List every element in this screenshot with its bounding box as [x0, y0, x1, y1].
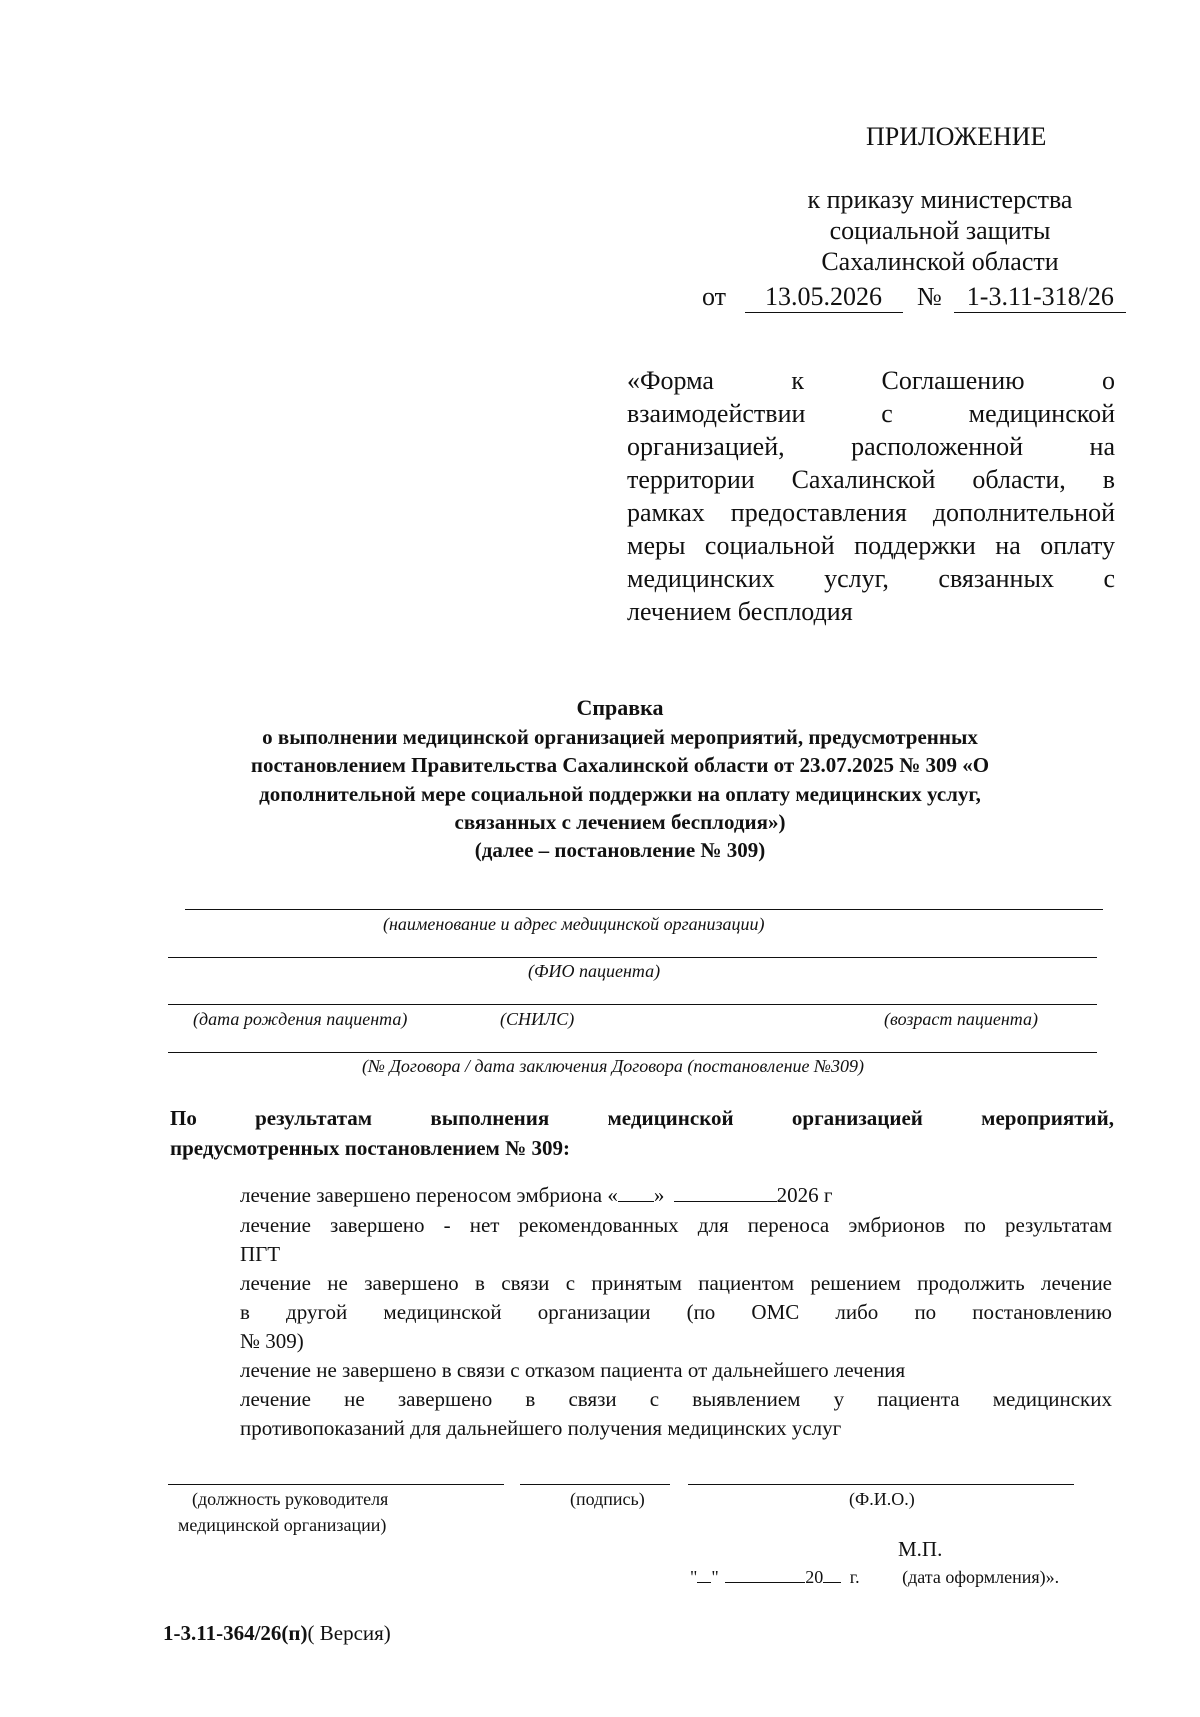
- position-signature-line[interactable]: [168, 1484, 504, 1485]
- results-heading-line: По результатам выполнения медицинской организацией мероприятий,: [170, 1106, 1114, 1130]
- form-note-line: рамках предоставления дополнительной: [627, 498, 1115, 527]
- patient-details-field-line[interactable]: [168, 1004, 1097, 1005]
- order-date: 13.05.2026: [745, 282, 903, 313]
- certificate-subtitle-line: о выполнении медицинской организацией мероприятий, предусмотренных: [262, 725, 978, 749]
- form-note: [627, 364, 1115, 628]
- form-note-line: территории Сахалинской области, в: [627, 465, 1115, 494]
- signature-line[interactable]: [520, 1484, 670, 1485]
- form-note-line: меры социальной поддержки на оплату: [627, 531, 1115, 560]
- birth-date-caption: (дата рождения пациента): [193, 1009, 408, 1029]
- option-embryo-transfer: лечение завершено переносом эмбриона « » 2026 г: [240, 1183, 833, 1207]
- option-other-organization: лечение не завершено в связи с принятым пациентом решением продолжить лечение в другой медицинской организации (по ОМС либо по постановлению № 309): [240, 1271, 1112, 1353]
- option-no-embryos: лечение завершено - нет рекомендованных для переноса эмбрионов по результатам ПГТ: [240, 1213, 1112, 1266]
- results-heading-line: предусмотренных постановлением № 309:: [170, 1136, 570, 1160]
- order-line-3: Сахалинской области: [821, 247, 1059, 276]
- certificate-subtitle-line: (далее – постановление № 309): [474, 838, 766, 862]
- form-note-line: медицинских услуг, связанных с: [627, 564, 1115, 593]
- number-label: №: [917, 282, 942, 311]
- snils-caption: (СНИЛС): [500, 1009, 575, 1029]
- stamp-placeholder: М.П.: [898, 1537, 943, 1561]
- position-caption: (должность руководителя медицинской организации): [178, 1489, 389, 1535]
- option-contraindications: лечение не завершено в связи с выявлением у пациента медицинских противопоказаний для дальнейшего получения медицинских услуг: [240, 1387, 1112, 1440]
- form-note-line: взаимодействии с медицинской: [627, 399, 1115, 428]
- order-reference: [760, 184, 1120, 277]
- patient-name-field-line[interactable]: [168, 957, 1097, 958]
- issue-month-blank[interactable]: [725, 1566, 805, 1583]
- patient-name-caption: (ФИО пациента): [528, 961, 661, 981]
- certificate-subtitle-line: связанных с лечением бесплодия»): [454, 810, 786, 834]
- appendix-title: ПРИЛОЖЕНИЕ: [866, 122, 1047, 151]
- document-number: 1-3.11-364/26(п): [163, 1621, 308, 1645]
- age-caption: (возраст пациента): [884, 1009, 1038, 1029]
- issue-day-blank[interactable]: [697, 1566, 711, 1583]
- full-name-caption: (Ф.И.О.): [849, 1489, 915, 1509]
- form-note-line: «Форма к Соглашению о: [627, 366, 1115, 395]
- option-patient-refusal: лечение не завершено в связи с отказом пациента от дальнейшего лечения: [240, 1358, 906, 1382]
- organization-caption: (наименование и адрес медицинской организации): [383, 914, 765, 934]
- form-note-line: организацией, расположенной на: [627, 432, 1115, 461]
- order-line-1: к приказу министерства: [807, 185, 1073, 214]
- order-number: 1-3.11-318/26: [954, 282, 1126, 313]
- issue-date-row: " " 20 г. (дата оформления)».: [690, 1567, 1060, 1587]
- organization-field-line[interactable]: [185, 909, 1103, 910]
- full-name-line[interactable]: [688, 1484, 1074, 1485]
- document-version-label: ( Версия): [307, 1621, 391, 1645]
- form-note-line: лечением бесплодия: [627, 597, 853, 626]
- month-blank[interactable]: [674, 1181, 777, 1202]
- certificate-subtitle-line: дополнительной мере социальной поддержки на оплату медицинских услуг,: [259, 782, 981, 806]
- order-date-number: [702, 282, 1126, 313]
- day-blank[interactable]: [618, 1181, 654, 1202]
- issue-year-blank[interactable]: [823, 1566, 841, 1583]
- from-label: от: [702, 282, 727, 311]
- signature-caption: (подпись): [570, 1489, 645, 1509]
- contract-caption: (№ Договора / дата заключения Договора (постановление №309): [362, 1056, 864, 1076]
- document-version: [163, 1621, 391, 1646]
- certificate-subtitle-line: постановлением Правительства Сахалинской области от 23.07.2025 № 309 «О: [250, 753, 990, 777]
- certificate-title: Справка: [576, 695, 664, 720]
- results-heading: [170, 1103, 1114, 1163]
- order-line-2: социальной защиты: [829, 216, 1051, 245]
- contract-field-line[interactable]: [168, 1052, 1097, 1053]
